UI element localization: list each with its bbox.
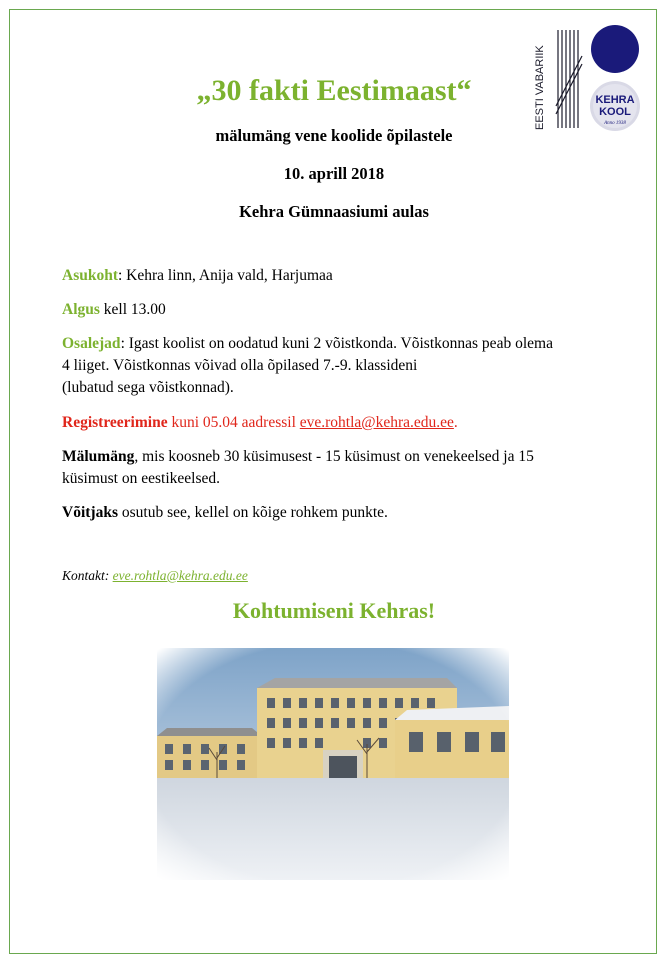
- winner-paragraph: [62, 502, 607, 524]
- participants-paragraph: [62, 333, 607, 399]
- page-title: „30 fakti Eestimaast“: [196, 74, 472, 107]
- location-value: : Kehra linn, Anija vald, Harjumaa: [118, 267, 333, 284]
- logo-kehra-text: KEHRA: [595, 94, 635, 106]
- blue-circle-logo-icon: [590, 24, 640, 74]
- logo-kool-text: KOOL: [599, 106, 631, 118]
- registration-paragraph: [62, 412, 607, 434]
- start-paragraph: [62, 299, 607, 321]
- quiz-line2: küsimust on eestikeelsed.: [62, 470, 220, 487]
- registration-end: .: [453, 414, 458, 431]
- participants-line1: : Igast koolist on oodatud kuni 2 võistkonda. Võistkonnas peab olema: [120, 335, 553, 352]
- participants-line2: 4 liiget. Võistkonnas võivad olla õpilased 7.-9. klassideni: [62, 357, 418, 374]
- participants-label: Osalejad: [62, 335, 121, 352]
- location-label: Asukoht: [62, 267, 118, 284]
- registration-label: Registreerimine: [62, 414, 168, 431]
- quiz-paragraph: [62, 446, 607, 490]
- location-paragraph: [62, 265, 607, 287]
- logo-since-text: Anno 1938: [604, 121, 626, 126]
- participants-line3: (lubatud sega võistkonnad).: [62, 379, 234, 396]
- school-building-photo: [157, 648, 509, 880]
- registration-value: kuni 05.04 aadressil: [167, 414, 300, 431]
- contact-line: [62, 568, 248, 584]
- contact-label: Kontakt:: [62, 568, 113, 583]
- quiz-label: Mälumäng: [62, 448, 135, 465]
- estonia-logo-text: EESTI VABARIIK: [534, 45, 546, 130]
- winner-label: Võitjaks: [62, 504, 118, 521]
- start-label: Algus: [62, 301, 100, 318]
- event-subtitle: mälumäng vene koolide õpilastele: [215, 126, 453, 145]
- winner-value: osutub see, kellel on kõige rohkem punkte.: [117, 504, 388, 521]
- registration-email-link[interactable]: eve.rohtla@kehra.edu.ee: [299, 414, 454, 431]
- quiz-line1: , mis koosneb 30 küsimusest - 15 küsimust on venekeelsed ja 15: [134, 448, 534, 465]
- start-value: kell 13.00: [99, 301, 166, 318]
- contact-email-link[interactable]: eve.rohtla@kehra.edu.ee: [112, 568, 248, 583]
- event-date: 10. aprill 2018: [283, 164, 385, 183]
- event-venue: Kehra Gümnaasiumi aulas: [239, 202, 429, 221]
- closing-text: Kohtumiseni Kehras!: [232, 598, 436, 623]
